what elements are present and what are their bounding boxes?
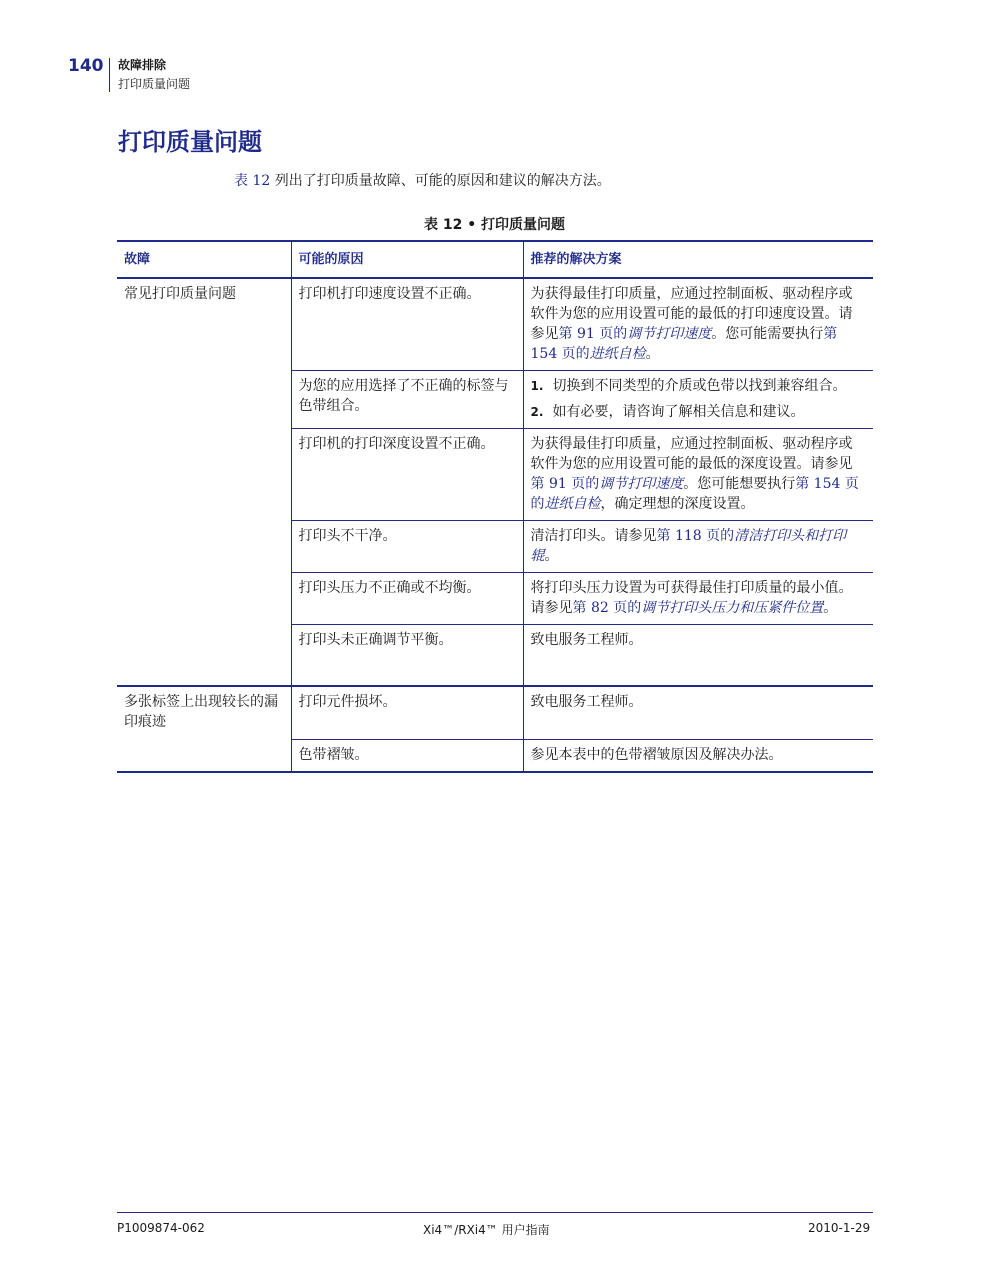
col-header-fault: 故障	[117, 241, 291, 278]
solution-cell: 清洁打印头。请参见第 118 页的清洁打印头和打印辊。	[523, 521, 873, 573]
solution-cell	[523, 371, 873, 429]
solution-steps	[531, 376, 867, 422]
list-item: 2. 如有必要，请咨询了解相关信息和建议。	[530, 404, 805, 420]
cause-cell: 打印头未正确调节平衡。	[291, 625, 523, 687]
table-header-row	[117, 241, 873, 278]
solution-cell: 致电服务工程师。	[523, 625, 873, 687]
cause-cell: 打印机打印速度设置不正确。	[291, 278, 523, 371]
xref-link[interactable]: 第 118 页的清洁打印头和打印辊	[530, 528, 847, 564]
cause-cell: 色带褶皱。	[291, 740, 523, 773]
cause-cell: 打印机的打印深度设置不正确。	[291, 429, 523, 521]
intro-text: 列出了打印质量故障、可能的原因和建议的解决方法。	[270, 173, 611, 189]
table-row	[117, 278, 873, 371]
xref-link[interactable]: 第 91 页的调节打印速度	[530, 476, 684, 492]
cause-cell: 打印头压力不正确或不均衡。	[291, 573, 523, 625]
col-header-solution: 推荐的解决方案	[530, 252, 622, 267]
cause-cell: 为您的应用选择了不正确的标签与色带组合。	[291, 371, 523, 429]
footer-guide-title: Xi4™/RXi4™ 用户指南	[423, 1223, 550, 1237]
col-header-cause: 可能的原因	[291, 241, 523, 278]
fault-cell: 常见打印质量问题	[117, 278, 291, 686]
xref-link[interactable]: 第 154 页的进纸自检	[530, 326, 838, 362]
table-caption: 表 12 • 打印质量问题	[423, 217, 566, 233]
footer-doc-id: P1009874-062	[117, 1221, 205, 1235]
cause-cell: 打印头不干净。	[291, 521, 523, 573]
fault-cell: 多张标签上出现较长的漏印痕迹	[117, 686, 291, 772]
cause-cell: 打印元件损坏。	[291, 686, 523, 740]
table-row	[117, 686, 873, 740]
footer-divider	[117, 1212, 873, 1213]
header-section: 故障排除	[118, 58, 167, 72]
intro-paragraph	[234, 170, 611, 190]
xref-link[interactable]: 第 82 页的调节打印头压力和压紧件位置	[572, 600, 824, 616]
list-item: 1. 切换到不同类型的介质或色带以找到兼容组合。	[530, 378, 847, 394]
print-quality-table	[117, 240, 873, 773]
solution-cell: 为获得最佳打印质量，应通过控制面板、驱动程序或软件为您的应用设置可能的最低的打印速度设置。请参见第 91 页的调节打印速度。您可能需要执行第 154 页的进纸自检。	[523, 278, 873, 371]
solution-cell: 将打印头压力设置为可获得最佳打印质量的最小值。请参见第 82 页的调节打印头压力和压紧件位置。	[523, 573, 873, 625]
page-number: 140	[68, 56, 104, 76]
solution-cell: 致电服务工程师。	[523, 686, 873, 740]
header-subsection: 打印质量问题	[118, 77, 191, 91]
solution-cell: 为获得最佳打印质量，应通过控制面板、驱动程序或软件为您的应用设置可能的最低的深度设置。请参见第 91 页的调节打印速度。您可能想要执行第 154 页的进纸自检，确定理想的深度设置。	[523, 429, 873, 521]
page-title: 打印质量问题	[118, 128, 262, 156]
xref-link[interactable]: 第 91 页的调节打印速度	[558, 326, 712, 342]
solution-cell: 参见本表中的色带褶皱原因及解决办法。	[530, 747, 783, 763]
footer-date: 2010-1-29	[808, 1221, 871, 1235]
header-divider	[109, 58, 110, 92]
xref-link[interactable]: 第 154 页的进纸自检	[530, 476, 859, 512]
table-reference-link[interactable]: 表 12	[234, 173, 271, 189]
